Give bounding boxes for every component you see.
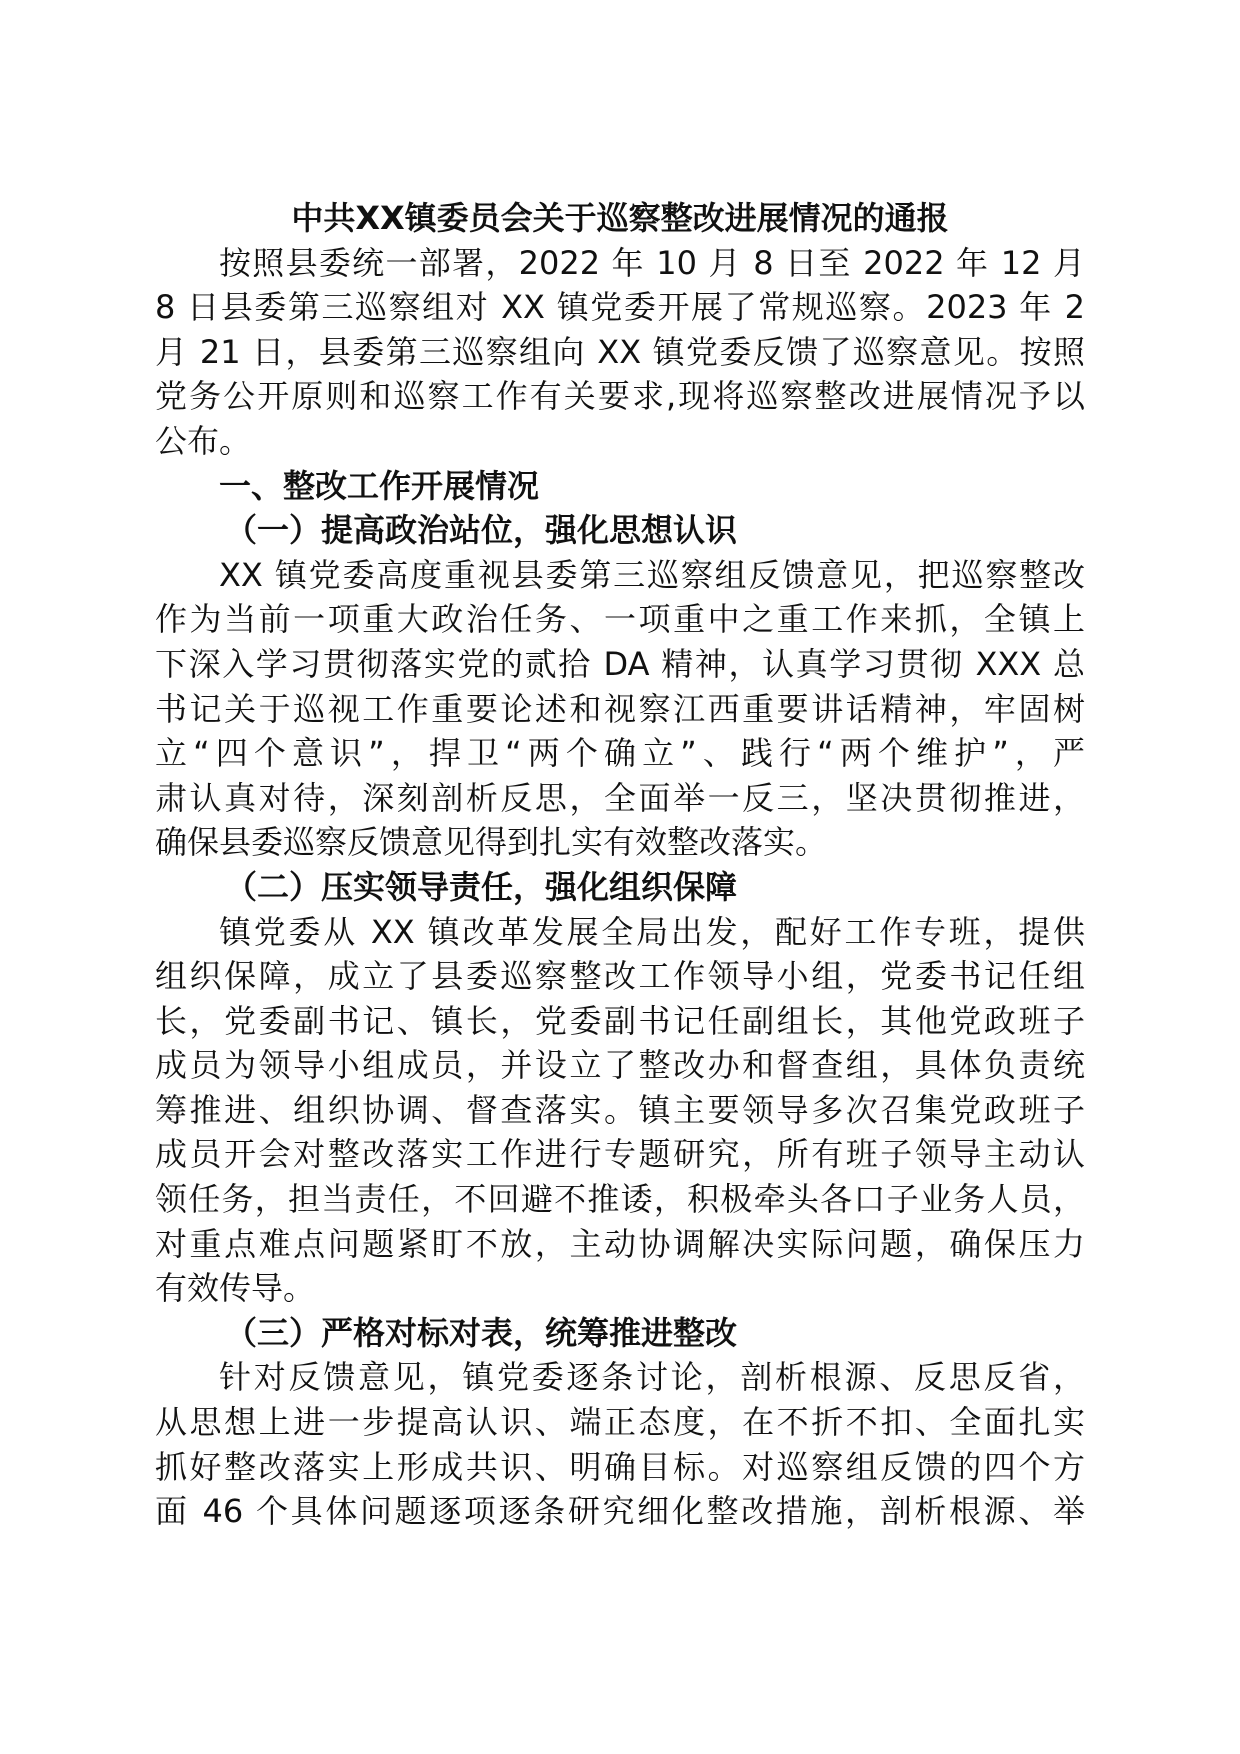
paragraph-line: 作为当前一项重大政治任务、一项重中之重工作来抓，全镇上: [155, 600, 1085, 639]
paragraph-line: 面 46 个具体问题逐项逐条研究细化整改措施，剖析根源、举: [155, 1492, 1085, 1531]
paragraph-line: 党务公开原则和巡察工作有关要求,现将巡察整改进展情况予以: [155, 377, 1085, 416]
paragraph-line: 立“四个意识”，捍卫“两个确立”、践行“两个维护”，严: [155, 734, 1085, 773]
section-heading: 一、整改工作开展情况: [219, 466, 540, 505]
paragraph-line: 长，党委副书记、镇长，党委副书记任副组长，其他党政班子: [155, 1001, 1085, 1040]
paragraph-line: 肃认真对待，深刻剖析反思，全面举一反三，坚决贯彻推进，: [155, 778, 1085, 817]
document-body: [155, 196, 1085, 1534]
paragraph-line: 书记关于巡视工作重要论述和视察江西重要讲话精神，牢固树: [155, 689, 1085, 728]
paragraph-line: 8 日县委第三巡察组对 XX 镇党委开展了常规巡察。2023 年 2: [155, 288, 1085, 327]
paragraph-line: 从思想上进一步提高认识、端正态度，在不折不扣、全面扎实: [155, 1403, 1085, 1442]
paragraph-line: 领任务，担当责任，不回避不推诿，积极牵头各口子业务人员，: [155, 1180, 1085, 1219]
paragraph-line: 抓好整改落实上形成共识、明确目标。对巡察组反馈的四个方: [155, 1447, 1085, 1486]
paragraph-line: 成员为领导小组成员，并设立了整改办和督查组，具体负责统: [155, 1046, 1085, 1085]
paragraph-line: 镇党委从 XX 镇改革发展全局出发，配好工作专班，提供: [219, 912, 1085, 951]
subsection-heading: （一）提高政治站位，强化思想认识: [225, 511, 738, 550]
paragraph-line: 有效传导。: [155, 1269, 316, 1308]
paragraph-line: 筹推进、组织协调、督查落实。镇主要领导多次召集党政班子: [155, 1090, 1085, 1129]
paragraph-line: 确保县委巡察反馈意见得到扎实有效整改落实。: [155, 823, 828, 862]
paragraph-line: 下深入学习贯彻落实党的贰拾 DA 精神，认真学习贯彻 XXX 总: [155, 644, 1085, 683]
paragraph-line: 针对反馈意见，镇党委逐条讨论，剖析根源、反思反省，: [219, 1358, 1085, 1397]
paragraph-line: 公布。: [155, 421, 252, 460]
paragraph-line: 组织保障，成立了县委巡察整改工作领导小组，党委书记任组: [155, 957, 1085, 996]
subsection-heading: （二）压实领导责任，强化组织保障: [225, 867, 738, 906]
paragraph-line: 对重点难点问题紧盯不放，主动协调解决实际问题，确保压力: [155, 1224, 1085, 1263]
subsection-heading: （三）严格对标对表，统筹推进整改: [225, 1313, 738, 1352]
document-title: 中共XX镇委员会关于巡察整改进展情况的通报: [291, 199, 949, 237]
paragraph-line: 月 21 日，县委第三巡察组向 XX 镇党委反馈了巡察意见。按照: [155, 332, 1085, 371]
paragraph-line: XX 镇党委高度重视县委第三巡察组反馈意见，把巡察整改: [219, 555, 1085, 594]
paragraph-line: 成员开会对整改落实工作进行专题研究，所有班子领导主动认: [155, 1135, 1085, 1174]
paragraph-line: 按照县委统一部署，2022 年 10 月 8 日至 2022 年 12 月: [219, 243, 1085, 282]
